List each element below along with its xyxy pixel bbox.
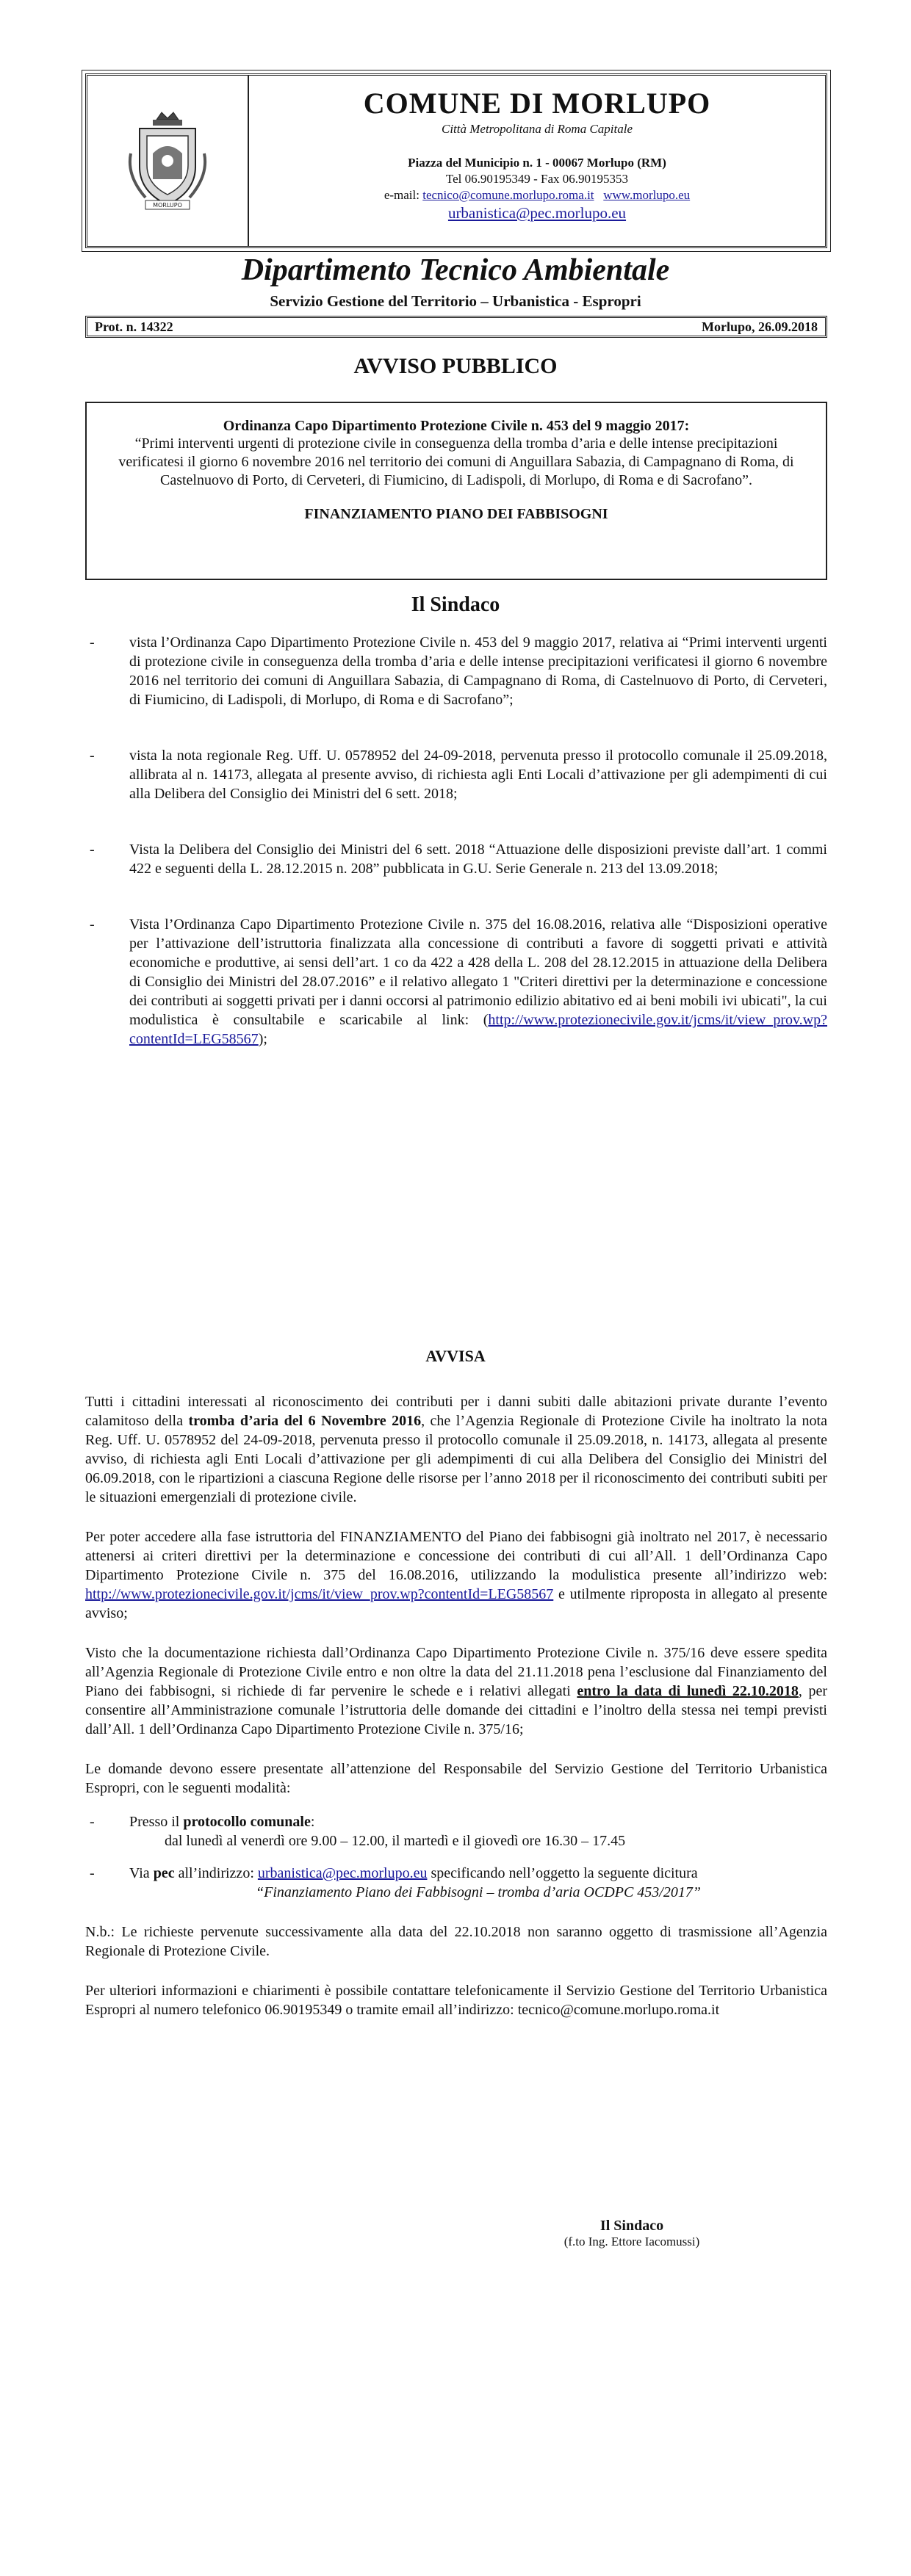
tel-fax: Tel 06.90195349 - Fax 06.90195353: [445, 172, 629, 186]
sindaco-heading: Il Sindaco: [411, 593, 500, 616]
text: specificando nell’oggetto la seguente dicitura: [427, 1865, 698, 1881]
protocol-bar: [85, 316, 827, 338]
citta-metropolitana: Città Metropolitana di Roma Capitale: [441, 122, 633, 136]
text: Presso il: [129, 1814, 184, 1830]
text: all’indirizzo:: [174, 1865, 258, 1881]
modulistica-link[interactable]: http://www.protezionecivile.gov.it/jcms/it/view_prov.wp?contentId=LEG58567: [85, 1586, 554, 1602]
comune-title: COMUNE DI MORLUPO: [363, 87, 711, 120]
visto-item: - vista la nota regionale Reg. Uff. U. 0578952 del 24-09-2018, pervenuta presso il protocollo comunale il 25.09.2018, allibrata al n. 14173, allegata al presente avviso, di richiesta agli Enti Locali d’attivazione per gli adempimenti di cui alla Delibera del Consiglio dei Ministri del 6 sett. 2018;: [90, 748, 827, 802]
letterhead-info: [249, 76, 825, 246]
text: , che l’Agenzia Regionale di Protezione Civile ha inoltrato la nota Reg. Uff. U. 0578952 del 24-09-2018, pervenuta presso il protocollo comunale il 25.09.2018, n. 14173, allegata al presente avviso, di richiesta agli Enti Locali d’attivazione per gli adempimenti di cui alla Delibera del Consiglio dei Ministri del 06.09.2018, con le ripartizioni a ciascuna Regione delle risorse per l’anno 2018 per il riconoscimento dei contributi subiti per le situazioni emergenziali di protezione civile.: [85, 1413, 827, 1505]
bold-text: protocollo comunale: [183, 1814, 311, 1830]
text: :: [310, 1814, 315, 1830]
visto-item: - Vista la Delibera del Consiglio dei Ministri del 6 sett. 2018 “Attuazione delle disposizioni previste dall’art. 1 commi 422 e seguenti della L. 28.12.2015 n. 208” pubblicata in G.U. Serie Generale n. 213 del 13.09.2018;: [90, 842, 827, 877]
municipal-crest-icon: [123, 109, 212, 212]
modalita-protocollo: - Presso il protocollo comunale: dal lunedì al venerdì ore 9.00 – 12.00, il martedì e il giovedì ore 16.30 – 17.45: [85, 1812, 827, 1850]
paragraph-cittadini: [85, 1392, 827, 1507]
paragraph-nb: N.b.: Le richieste pervenute successivamente alla data del 22.10.2018 non saranno oggetto di trasmissione all’Agenzia Regionale di Protezione Civile.: [85, 1924, 827, 1959]
text: Per poter accedere alla fase istruttoria del FINANZIAMENTO del Piano dei fabbisogni già inoltrato nel 2017, è necessario attenersi ai criteri direttivi per la determinazione e concessione dei contributi di cui all’All. 1 dell’Ordinanza Capo Dipartimento Protezione Civile n. 375 del 16.08.2016, utilizzando la modulistica presente all’indirizzo web:: [85, 1529, 827, 1583]
office-hours: dal lunedì al venerdì ore 9.00 – 12.00, il martedì e il giovedì ore 16.30 – 17.45: [165, 1833, 626, 1849]
pec-link[interactable]: urbanistica@pec.morlupo.eu: [447, 204, 627, 222]
protezione-civile-link[interactable]: http://www.protezionecivile.gov.it/jcms/it/view_prov.wp?contentId=LEG58567: [129, 1012, 827, 1047]
website-link[interactable]: www.morlupo.eu: [603, 188, 691, 202]
signature-title: Il Sindaco: [599, 2218, 664, 2234]
visto-text: vista la nota regionale Reg. Uff. U. 0578952 del 24-09-2018, pervenuta presso il protocollo comunale il 25.09.2018, allibrata al n. 14173, allegata al presente avviso, di richiesta agli Enti Locali d’attivazione per gli adempimenti di cui alla Delibera del Consiglio dei Ministri del 6 sett. 2018;: [129, 748, 827, 802]
email-label: e-mail:: [384, 188, 420, 202]
logo-cell: [87, 76, 249, 246]
signature-name: (f.to Ing. Ettore Iacomussi): [563, 2235, 700, 2248]
pec-line: [249, 204, 825, 222]
pec-address-link[interactable]: urbanistica@pec.morlupo.eu: [257, 1865, 428, 1881]
ordinanza-title: Ordinanza Capo Dipartimento Protezione Civile n. 453 del 9 maggio 2017:: [223, 418, 690, 434]
visto-item: - vista l’Ordinanza Capo Dipartimento Protezione Civile n. 453 del 9 maggio 2017, relativa ai “Primi interventi urgenti di protezione civile in conseguenza della tromba d’aria e delle intense precipitazioni verificatesi il giorno 6 novembre 2016 nel territorio dei comuni di Anguillara Sabazia, di Campagnano di Roma, di Castelnuovo di Porto, di Cerveteri, di Fiumicino, di Ladispoli, di Morlupo, di Roma e di Sacrofano”;: [90, 634, 827, 708]
visto-text: Vista l’Ordinanza Capo Dipartimento Protezione Civile n. 375 del 16.08.2016, relativa alle “Disposizioni operative per l’attivazione dell’istruttoria finalizzata alla concessione di contributi a favore di soggetti privati e attività economiche e produttive, ai sensi dell’art. 1 co da 422 a 428 della L. 208 del 28.12.2015 in attuazione della Delibera di Consiglio dei Ministri del 28.07.2016” e il relativo allegato 1 "Criteri direttivi per la determinazione e concessione dei contributi ai soggetti privati per i danni occorsi al patrimonio edilizio abitativo ed ai beni mobili ivi ubicati", la cui modulistica è consultabile e scaricabile al link: (: [129, 916, 827, 1028]
visto-end: );: [258, 1031, 267, 1047]
text: Tutti i cittadini interessati al riconoscimento dei contributi per i danni subiti dalle abitazioni private durante l’evento calamitoso della: [85, 1394, 827, 1429]
bold-text: tromba d’aria del 6 Novembre 2016: [188, 1413, 422, 1429]
ordinanza-box: [85, 402, 827, 580]
ordinanza-text: “Primi interventi urgenti di protezione civile in conseguenza della tromba d’aria e delle intense precipitazioni verificatesi il giorno 6 novembre 2016 nel territorio dei comuni di Anguillara Sabazia, di Campagnano di Roma, di Castelnuovo di Porto, di Cerveteri, di Fiumicino, di Ladispoli, di Morlupo, di Roma e di Sacrofano”.: [118, 435, 794, 488]
paragraph-modalita: Le domande devono essere presentate all’attenzione del Responsabile del Servizio Gestione del Territorio Urbanistica Espropri, con le seguenti modalità:: [85, 1761, 827, 1796]
finanziamento-title: FINANZIAMENTO PIANO DEI FABBISOGNI: [304, 506, 608, 522]
servizio-title: Servizio Gestione del Territorio – Urbanistica - Espropri: [270, 292, 641, 310]
protocol-number: Prot. n. 14322: [95, 319, 173, 334]
paragraph-istruttoria: [85, 1527, 827, 1623]
avvisa-heading: AVVISA: [425, 1347, 486, 1365]
text: , per consentire all’Amministrazione comunale l’istruttoria delle domande dei cittadini e l’inoltro della stessa nei tempi previsti dall’All. 1 dell’Ordinanza Capo Dipartimento Protezione Civile n. 375/16;: [85, 1683, 827, 1737]
email-line: [249, 188, 825, 203]
department-title: Dipartimento Tecnico Ambientale: [241, 253, 670, 287]
bold-text: pec: [153, 1865, 175, 1881]
modalita-pec: - Via pec all’indirizzo: urbanistica@pec.morlupo.eu specificando nell’oggetto la seguente dicitura “Finanziamento Piano dei Fabbisogni – tromba d’aria OCDPC 453/2017”: [85, 1864, 827, 1902]
email-link[interactable]: tecnico@comune.morlupo.roma.it: [422, 188, 594, 202]
text: e utilmente riproposta in allegato al presente avviso;: [85, 1586, 827, 1621]
text: Visto che la documentazione richiesta dall’Ordinanza Capo Dipartimento Protezione Civile n. 375/16 deve essere spedita all’Agenzia Regionale di Protezione Civile entro e non oltre la data del 21.11.2018 pena l’esclusione dal Finanziamento del Piano dei fabbisogni, si richiede di far pervenire le schede e i relativi allegati: [85, 1645, 827, 1699]
paragraph-contacts: Per ulteriori informazioni e chiarimenti è possibile contattare telefonicamente il Servizio Gestione del Territorio Urbanistica Espropri al numero telefonico 06.90195349 o tramite email all’indirizzo: tecnico@comune.morlupo.roma.it: [85, 1983, 827, 2018]
visto-text: vista l’Ordinanza Capo Dipartimento Protezione Civile n. 453 del 9 maggio 2017, relativa ai “Primi interventi urgenti di protezione civile in conseguenza della tromba d’aria e delle intense precipitazioni verificatesi il giorno 6 novembre 2016 nel territorio dei comuni di Anguillara Sabazia, di Campagnano di Roma, di Castelnuovo di Porto, di Cerveteri, di Fiumicino, di Ladispoli, di Morlupo, di Roma e di Sacrofano”;: [129, 634, 827, 708]
paragraph-scadenza: [85, 1643, 827, 1739]
pec-subject: “Finanziamento Piano dei Fabbisogni – tromba d’aria OCDPC 453/2017”: [256, 1884, 701, 1900]
visti-list: [85, 633, 827, 1085]
visto-text: Vista la Delibera del Consiglio dei Ministri del 6 sett. 2018 “Attuazione delle disposizioni previste dall’art. 1 commi 422 e seguenti della L. 28.12.2015 n. 208” pubblicata in G.U. Serie Generale n. 213 del 13.09.2018;: [129, 842, 827, 877]
visto-item: - Vista l’Ordinanza Capo Dipartimento Protezione Civile n. 375 del 16.08.2016, relativa alle “Disposizioni operative per l’attivazione dell’istruttoria finalizzata alla concessione di contributi a favore di soggetti privati e attività economiche e produttive, ai sensi dell’art. 1 co da 422 a 428 della L. 208 del 28.12.2015 in attuazione della Delibera di Consiglio dei Ministri del 28.07.2016” e il relativo allegato 1 "Criteri direttivi per la determinazione e concessione dei contributi ai soggetti privati per i danni occorsi al patrimonio edilizio abitativo ed ai beni mobili ivi ubicati", la cui modulistica è consultabile e scaricabile al link: (http://www.protezionecivile.gov.it/jcms/it/view_prov.wp?contentId=LEG58567);: [90, 916, 827, 1047]
letterhead-box: [85, 73, 827, 248]
avvisa-body: [85, 1392, 827, 2040]
place-date: Morlupo, 26.09.2018: [701, 319, 818, 334]
signature-block: [536, 2218, 727, 2249]
address: Piazza del Municipio n. 1 - 00067 Morlupo (RM): [408, 156, 666, 170]
deadline-text: entro la data di lunedì 22.10.2018: [577, 1683, 799, 1699]
avviso-title: AVVISO PUBBLICO: [353, 354, 558, 378]
crest-text: MORLUPO: [153, 202, 182, 209]
text: Via: [129, 1865, 154, 1881]
